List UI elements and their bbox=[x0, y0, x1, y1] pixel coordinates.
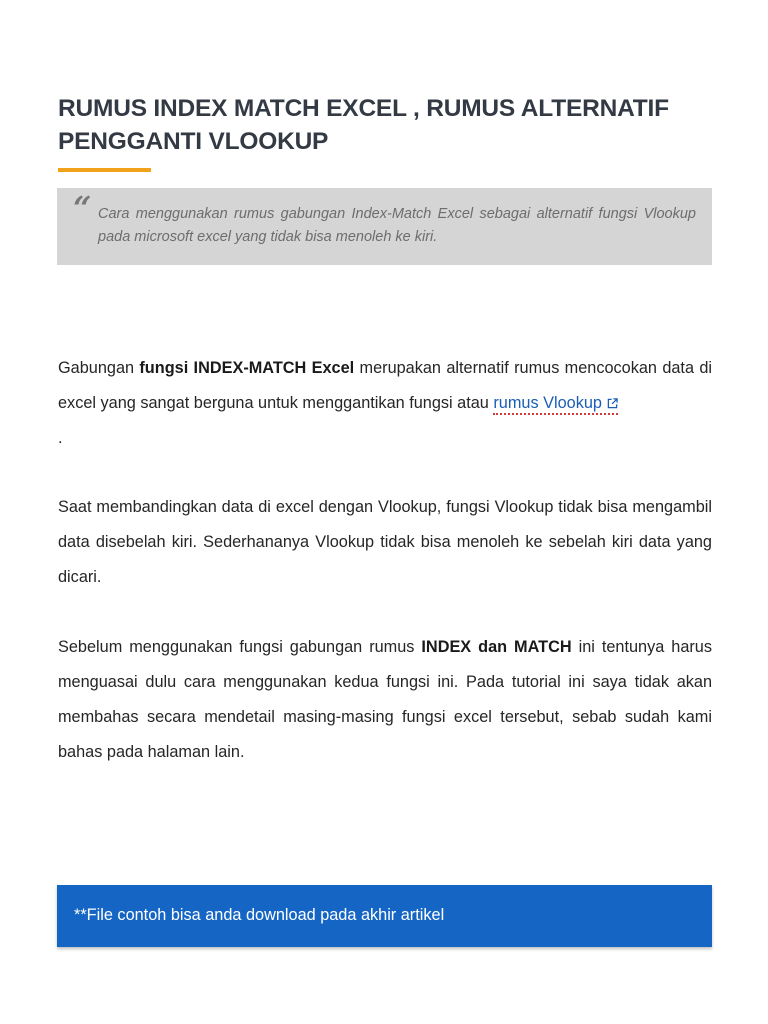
intro-text-after: . bbox=[58, 429, 63, 447]
prerequisite-bold-term: INDEX dan MATCH bbox=[421, 638, 572, 656]
intro-bold-term: fungsi INDEX-MATCH Excel bbox=[139, 359, 355, 377]
prerequisite-text-before: Sebelum menggunakan fungsi gabungan rumus bbox=[58, 638, 422, 656]
comparison-paragraph: Saat membandingkan data di excel dengan Vlookup, fungsi Vlookup tidak bisa mengambil data disebelah kiri. Sederhananya Vlookup tidak bisa menoleh ke sebelah kiri data yang dicari. bbox=[58, 498, 712, 586]
quote-text: Cara menggunakan rumus gabungan Index-Match Excel sebagai alternatif fungsi Vlookup pada microsoft excel yang tidak bisa menoleh ke kiri. bbox=[98, 206, 696, 245]
quote-icon: “ bbox=[73, 189, 92, 227]
article-title: RUMUS INDEX MATCH EXCEL , RUMUS ALTERNATIF PENGGANTI VLOOKUP bbox=[58, 95, 669, 155]
prerequisite-paragraph bbox=[58, 630, 712, 770]
download-notice-banner: **File contoh bisa anda download pada akhir artikel bbox=[57, 885, 712, 947]
title-accent-divider bbox=[58, 168, 151, 172]
intro-text-before: Gabungan bbox=[58, 359, 140, 377]
prerequisite-text-after: ini tentunya harus menguasai dulu cara menggunakan kedua fungsi ini. Pada tutorial ini saya tidak akan membahas secara mendetail masing-masing fungsi excel tersebut, sebab sudah kami bahas pada halaman lain. bbox=[58, 638, 712, 761]
intro-text-middle: merupakan alternatif rumus mencocokan data di excel yang sangat berguna untuk menggantikan fungsi atau bbox=[58, 359, 713, 412]
intro-paragraph bbox=[58, 351, 712, 456]
article-summary-quote bbox=[57, 188, 712, 265]
external-link-icon bbox=[607, 398, 618, 409]
vlookup-link[interactable] bbox=[493, 394, 618, 415]
vlookup-link-label: rumus Vlookup bbox=[493, 394, 602, 412]
